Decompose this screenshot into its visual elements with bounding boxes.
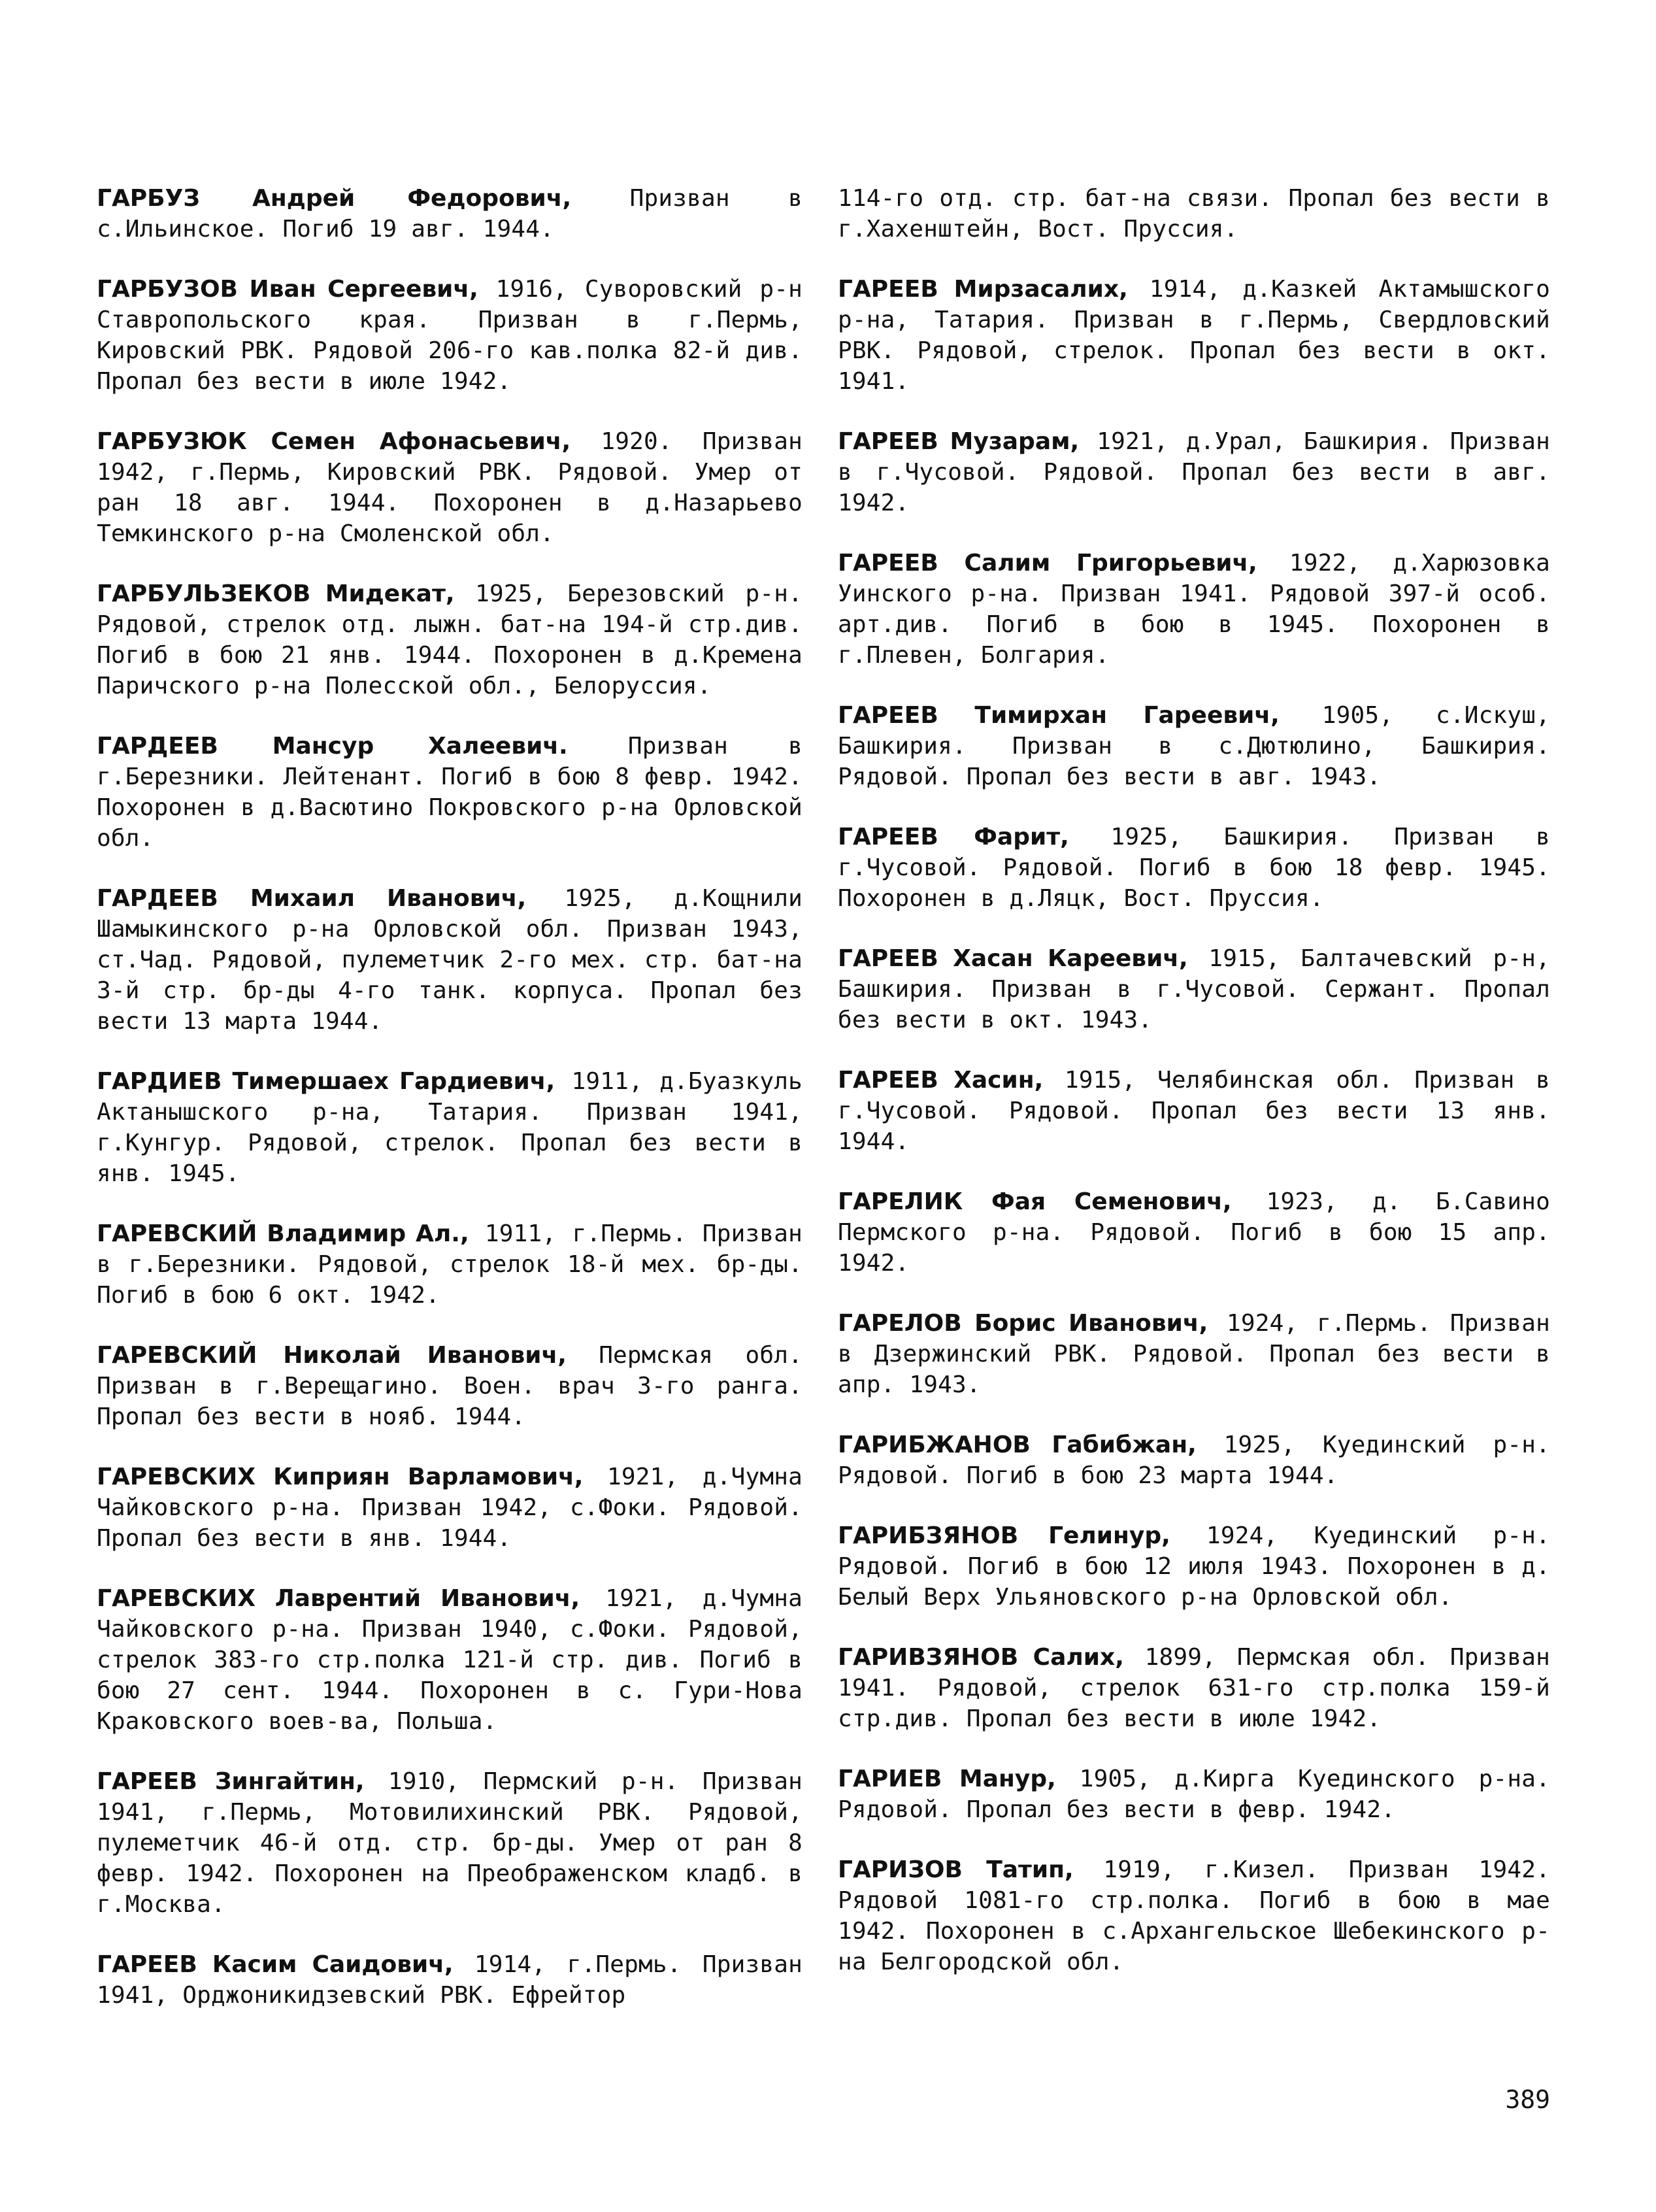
entry-text: 1923, д. Б.Савино Пермского р-на. Рядовой. Погиб в бою 15 апр. 1942. [838, 1188, 1550, 1277]
entry-continuation [838, 183, 1550, 244]
entry-name: ГАРДИЕВ Тимершаех Гардиевич, [97, 1068, 555, 1095]
entry [838, 1186, 1550, 1279]
entry-name: ГАРЕВСКИХ Киприян Варламович, [97, 1464, 584, 1490]
entry [97, 426, 803, 549]
entry [838, 1642, 1550, 1734]
entry-text: 1919, г.Кизел. Призван 1942. Рядовой 1081-го стр.полка. Погиб в бою в мае 1942. Похоронен в с.Архангельское Шебекинского р-на Белгородской обл. [838, 1856, 1551, 1975]
entry [97, 183, 803, 244]
entry-name: ГАРИЗОВ Татип, [838, 1856, 1074, 1883]
entry-text: 1915, Балтачевский р-н, Башкирия. Призван в г.Чусовой. Сержант. Пропал без вести в окт. 1943. [838, 945, 1551, 1033]
entry-name: ГАРЕЕВ Музарам, [838, 428, 1080, 455]
entry-text: 1905, д.Кирга Куединского р-на. Рядовой. Пропал без вести в февр. 1942. [838, 1766, 1551, 1823]
entry-text: 1914, г.Пермь. Призван 1941, Орджоникидзевский РВК. Ефрейтор [97, 1951, 803, 2009]
entry [838, 943, 1550, 1035]
entry [838, 548, 1550, 671]
entry [97, 883, 803, 1037]
entry-name: ГАРЕВСКИЙ Николай Иванович, [97, 1342, 567, 1369]
left-column [97, 183, 803, 2040]
entry-name: ГАРИЕВ Манур, [838, 1766, 1056, 1792]
entry-text: 1925, Куединский р-н. Рядовой. Погиб в бою 23 марта 1944. [838, 1432, 1550, 1489]
entry-name: ГАРИБЖАНОВ Габибжан, [838, 1432, 1197, 1458]
entry [838, 1854, 1550, 1977]
entry-name: ГАРЕЕВ Фарит, [838, 824, 1069, 850]
entry [97, 1583, 803, 1737]
entry-text: 1914, д.Казкей Актамышского р-на, Татария. Призван в г.Пермь, Свердловский РВК. Рядовой, стрелок. Пропал без вести в окт. 1941. [838, 276, 1550, 395]
right-column [838, 183, 1550, 2007]
entry-text: 1922, д.Харюзовка Уинского р-на. Призван 1941. Рядовой 397-й особ. арт.див. Погиб в бою в 1945. Похоронен в г.Плевен, Болгария. [838, 550, 1550, 669]
entry-text: Призван в г.Березники. Лейтенант. Погиб в бою 8 февр. 1942. Похоронен в д.Васютино Покровского р-на Орловской обл. [97, 733, 803, 852]
entry-name: ГАРЕЛОВ Борис Иванович, [838, 1310, 1208, 1337]
entry [838, 700, 1550, 792]
entry [97, 1949, 803, 2011]
entry-text: Призван в с.Ильинское. Погиб 19 авг. 1944. [97, 185, 803, 243]
entry [97, 1066, 803, 1189]
entry-name: ГАРЕЕВ Касим Саидович, [97, 1951, 454, 1978]
entry-name: ГАРЕЕВ Тимирхан Гареевич, [838, 702, 1280, 729]
entry-name: ГАРЕВСКИЙ Владимир Ал., [97, 1220, 469, 1247]
entry [97, 731, 803, 854]
page-number: 389 [1505, 2085, 1550, 2114]
entry-name: ГАРЕЕВ Хасан Кареевич, [838, 945, 1188, 972]
entry [838, 1065, 1550, 1157]
entry-text: 1911, д.Буазкуль Актанышского р-на, Татария. Призван 1941, г.Кунгур. Рядовой, стрелок. Пропал без вести в янв. 1945. [97, 1068, 803, 1187]
entry-text: 1915, Челябинская обл. Призван в г.Чусовой. Рядовой. Пропал без вести 13 янв. 1944. [838, 1067, 1550, 1155]
entry-name: ГАРЕЕВ Зингайтин, [97, 1768, 365, 1795]
entry-text: Пермская обл. Призван в г.Верещагино. Воен. врач 3-го ранга. Пропал без вести в нояб. 1944. [97, 1342, 803, 1430]
entry-text: 1921, д.Чумна Чайковского р-на. Призван 1942, с.Фоки. Рядовой. Пропал без вести в янв. 1944. [97, 1464, 803, 1552]
entry-name: ГАРЕВСКИХ Лаврентий Иванович, [97, 1585, 580, 1612]
entry-name: ГАРИБЗЯНОВ Гелинур, [838, 1522, 1170, 1549]
entry [97, 578, 803, 701]
entry-text: 114-го отд. стр. бат-на связи. Пропал без вести в г.Хахенштейн, Вост. Пруссия. [838, 185, 1550, 243]
entry-text: 1920. Призван 1942, г.Пермь, Кировский РВК. Рядовой. Умер от ран 18 авг. 1944. Похоронен в д.Назарьево Темкинского р-на Смоленской обл. [97, 428, 803, 547]
entry-text: 1925, д.Кощнили Шамыкинского р-на Орловской обл. Призван 1943, ст.Чад. Рядовой, пулеметчик 2-го мех. стр. бат-на 3-й стр. бр-ды 4-го танк. корпуса. Пропал без вести 13 марта 1944. [97, 885, 803, 1035]
entry-name: ГАРБУЗОВ Иван Сергеевич, [97, 276, 478, 303]
entry [97, 1218, 803, 1311]
entry [838, 426, 1550, 518]
entry-name: ГАРЕЕВ Хасин, [838, 1067, 1044, 1094]
entry-text: 1924, г.Пермь. Призван в Дзержинский РВК. Рядовой. Пропал без вести в апр. 1943. [838, 1310, 1551, 1398]
entry-text: 1921, д.Урал, Башкирия. Призван в г.Чусовой. Рядовой. Пропал без вести в авг. 1942. [838, 428, 1550, 516]
entry [838, 1430, 1550, 1491]
entry-text: 1899, Пермская обл. Призван 1941. Рядовой, стрелок 631-го стр.полка 159-й стр.див. Пропал без вести в июле 1942. [838, 1644, 1551, 1732]
entry-text: 1916, Суворовский р-н Ставропольского края. Призван в г.Пермь, Кировский РВК. Рядовой 206-го кав.полка 82-й див. Пропал без вести в июле 1942. [97, 276, 803, 395]
entry [97, 1462, 803, 1554]
entry [97, 1766, 803, 1920]
entry-text: 1910, Пермский р-н. Призван 1941, г.Пермь, Мотовилихинский РВК. Рядовой, пулеметчик 46-й отд. стр. бр-ды. Умер от ран 8 февр. 1942. Похоронен на Преображенском кладб. в г.Москва. [97, 1768, 803, 1918]
entry-name: ГАРДЕЕВ Мансур Халеевич. [97, 733, 568, 760]
entry-name: ГАРЕЛИК Фая Семенович, [838, 1188, 1232, 1215]
entry-name: ГАРЕЕВ Мирзасалих, [838, 276, 1128, 303]
entry-text: 1925, Башкирия. Призван в г.Чусовой. Рядовой. Погиб в бою 18 февр. 1945. Похоронен в д.Ляцк, Вост. Пруссия. [838, 824, 1550, 912]
entry [838, 1520, 1550, 1613]
entry [838, 1308, 1550, 1400]
entry-name: ГАРБУЗЮК Семен Афонасьевич, [97, 428, 571, 455]
entry [838, 1764, 1550, 1825]
entry-text: 1925, Березовский р-н. Рядовой, стрелок отд. лыжн. бат-на 194-й стр.див. Погиб в бою 21 янв. 1944. Похоронен в д.Кремена Паричского р-на Полесской обл., Белоруссия. [97, 580, 803, 699]
entry [838, 822, 1550, 914]
entry-name: ГАРЕЕВ Салим Григорьевич, [838, 550, 1257, 577]
entry-name: ГАРДЕЕВ Михаил Иванович, [97, 885, 527, 912]
entry [838, 274, 1550, 397]
entry-text: 1924, Куединский р-н. Рядовой. Погиб в бою 12 июля 1943. Похоронен в д. Белый Верх Ульяновского р-на Орловской обл. [838, 1522, 1550, 1611]
entry-name: ГАРБУЛЬЗЕКОВ Мидекат, [97, 580, 455, 607]
entry-name: ГАРБУЗ Андрей Федорович, [97, 185, 572, 212]
entry [97, 274, 803, 397]
entry-name: ГАРИВЗЯНОВ Салих, [838, 1644, 1124, 1671]
entry-text: 1921, д.Чумна Чайковского р-на. Призван 1940, с.Фоки. Рядовой, стрелок 383-го стр.полка 121-й стр. див. Погиб в бою 27 сент. 1944. Похоронен в с. Гури-Нова Краковского воев-ва, Польша. [97, 1585, 803, 1735]
entry-text: 1905, с.Искуш, Башкирия. Призван в с.Дютюлино, Башкирия. Рядовой. Пропал без вести в авг. 1943. [838, 702, 1550, 790]
entry-text: 1911, г.Пермь. Призван в г.Березники. Рядовой, стрелок 18-й мех. бр-ды. Погиб в бою 6 окт. 1942. [97, 1220, 803, 1309]
entry [97, 1340, 803, 1432]
